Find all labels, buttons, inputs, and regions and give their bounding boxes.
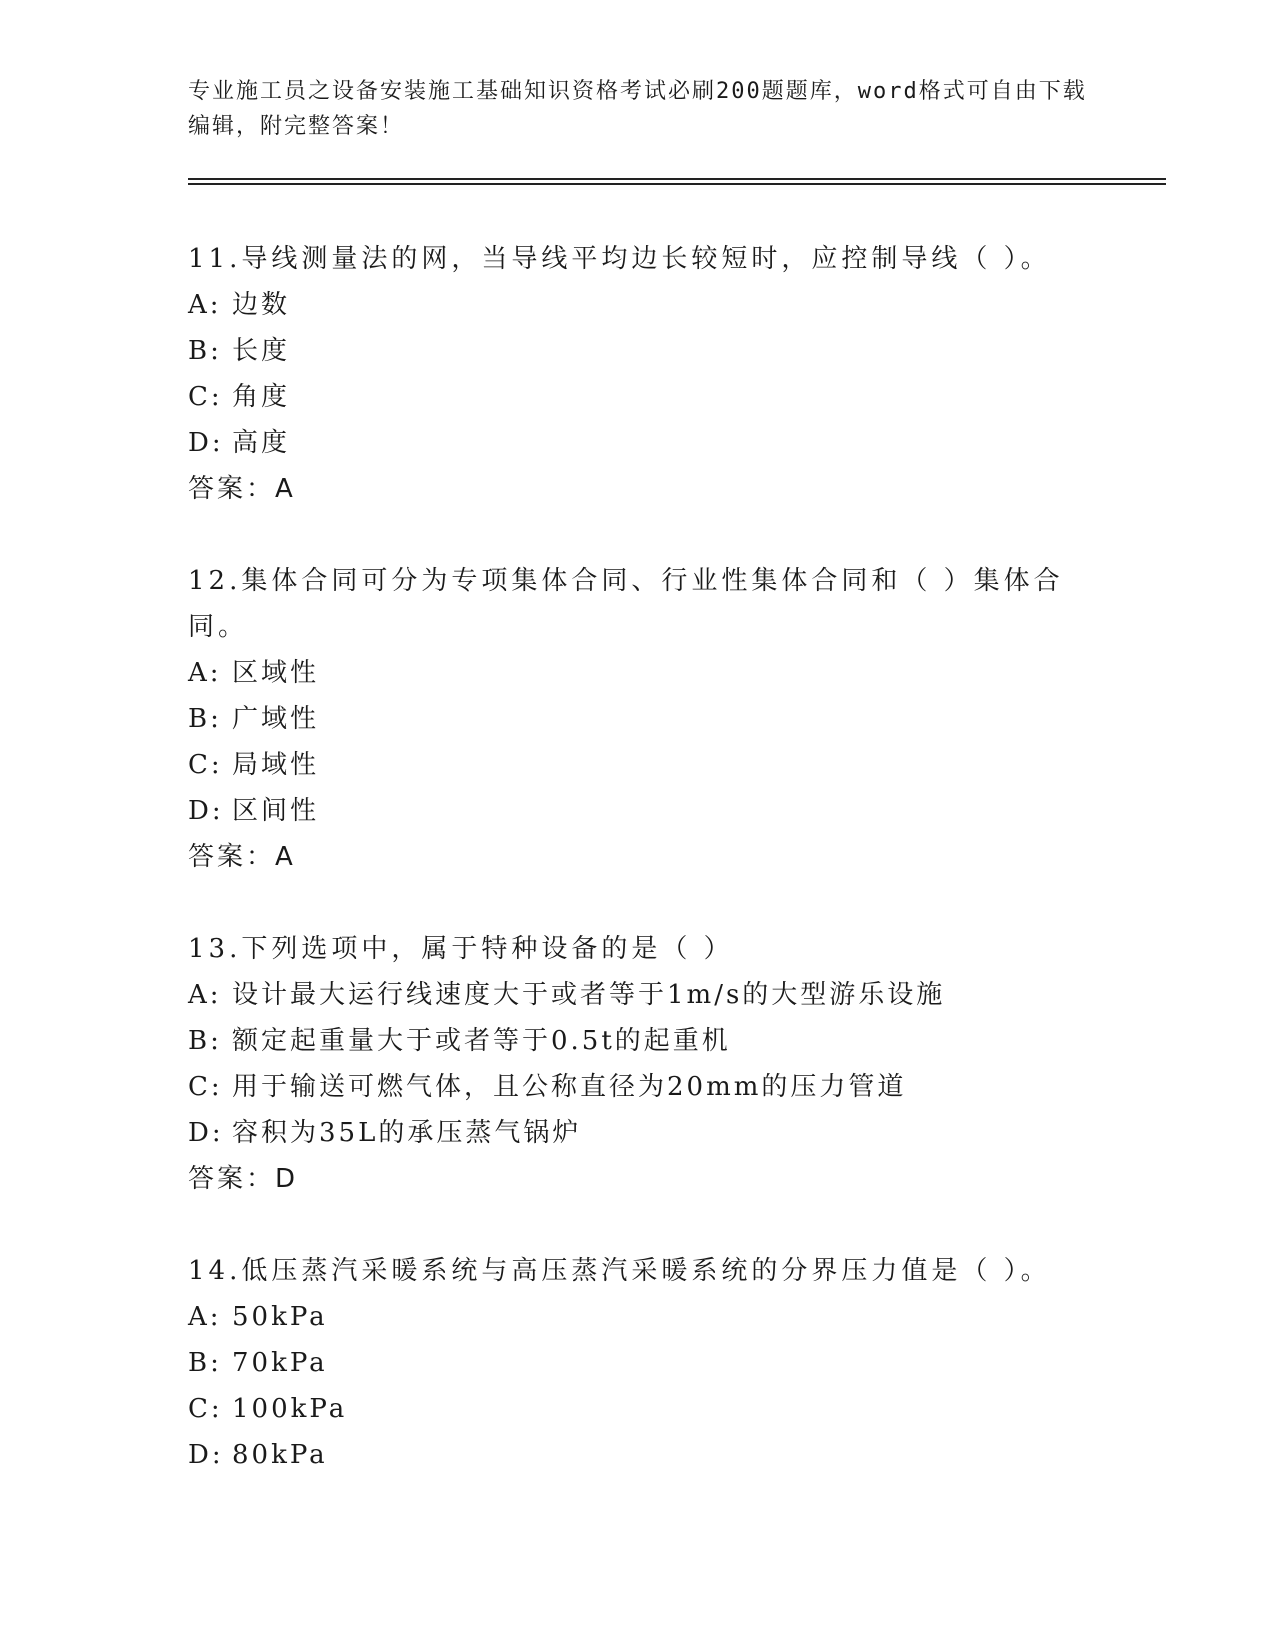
option-key: A: xyxy=(188,980,222,1010)
option-text: 区间性 xyxy=(232,796,320,826)
option-text: 用于输送可燃气体，且公称直径为20mm的压力管道 xyxy=(232,1072,907,1102)
option-c xyxy=(188,742,1108,788)
header-divider-bottom xyxy=(188,183,1166,185)
option-text: 70kPa xyxy=(232,1348,328,1378)
option-a xyxy=(188,972,1108,1018)
option-text: 高度 xyxy=(232,428,291,458)
option-d xyxy=(188,420,1108,466)
option-key: D: xyxy=(188,796,224,826)
document-header: 专业施工员之设备安装施工基础知识资格考试必刷200题题库，word格式可自由下载编辑，附完整答案！ xyxy=(188,79,1087,139)
header-divider-top xyxy=(188,178,1166,180)
option-text: 80kPa xyxy=(232,1440,328,1470)
option-text: 100kPa xyxy=(232,1394,348,1424)
option-key: D: xyxy=(188,1440,224,1470)
option-b xyxy=(188,328,1108,374)
question-12 xyxy=(188,558,1108,880)
option-text: 局域性 xyxy=(232,750,320,780)
option-text: 长度 xyxy=(232,336,291,366)
option-a xyxy=(188,650,1108,696)
option-c xyxy=(188,374,1108,420)
option-key: B: xyxy=(188,1348,222,1378)
question-14 xyxy=(188,1248,1108,1478)
option-key: A: xyxy=(188,1302,222,1332)
option-key: D: xyxy=(188,1118,224,1148)
option-text: 区域性 xyxy=(232,658,320,688)
option-key: C: xyxy=(188,1072,223,1102)
option-text: 设计最大运行线速度大于或者等于1m/s的大型游乐设施 xyxy=(232,980,946,1010)
option-d xyxy=(188,1432,1108,1478)
answer-line: 答案：D xyxy=(188,1164,299,1194)
option-text: 额定起重量大于或者等于0.5t的起重机 xyxy=(232,1026,731,1056)
option-d xyxy=(188,1110,1108,1156)
option-key: A: xyxy=(188,290,222,320)
option-c xyxy=(188,1386,1108,1432)
option-key: C: xyxy=(188,1394,223,1424)
option-b xyxy=(188,1340,1108,1386)
option-a xyxy=(188,282,1108,328)
question-11 xyxy=(188,236,1108,512)
option-c xyxy=(188,1064,1108,1110)
option-key: D: xyxy=(188,428,224,458)
answer-line: 答案：A xyxy=(188,842,296,872)
option-key: B: xyxy=(188,336,222,366)
option-text: 广域性 xyxy=(232,704,320,734)
question-title: 12.集体合同可分为专项集体合同、行业性集体合同和（ ）集体合同。 xyxy=(188,566,1064,642)
option-d xyxy=(188,788,1108,834)
option-b xyxy=(188,1018,1108,1064)
option-key: A: xyxy=(188,658,222,688)
option-key: C: xyxy=(188,750,223,780)
question-13 xyxy=(188,926,1108,1202)
answer-line: 答案：A xyxy=(188,474,296,504)
option-text: 角度 xyxy=(232,382,291,412)
option-key: B: xyxy=(188,704,222,734)
option-text: 容积为35L的承压蒸气锅炉 xyxy=(232,1118,582,1148)
question-title: 14.低压蒸汽采暖系统与高压蒸汽采暖系统的分界压力值是（ ）。 xyxy=(188,1256,1051,1286)
question-title: 11.导线测量法的网，当导线平均边长较短时，应控制导线（ ）。 xyxy=(188,244,1051,274)
question-title: 13.下列选项中，属于特种设备的是（ ） xyxy=(188,934,734,964)
option-key: C: xyxy=(188,382,223,412)
option-text: 50kPa xyxy=(232,1302,328,1332)
option-key: B: xyxy=(188,1026,222,1056)
option-text: 边数 xyxy=(232,290,291,320)
option-a xyxy=(188,1294,1108,1340)
option-b xyxy=(188,696,1108,742)
